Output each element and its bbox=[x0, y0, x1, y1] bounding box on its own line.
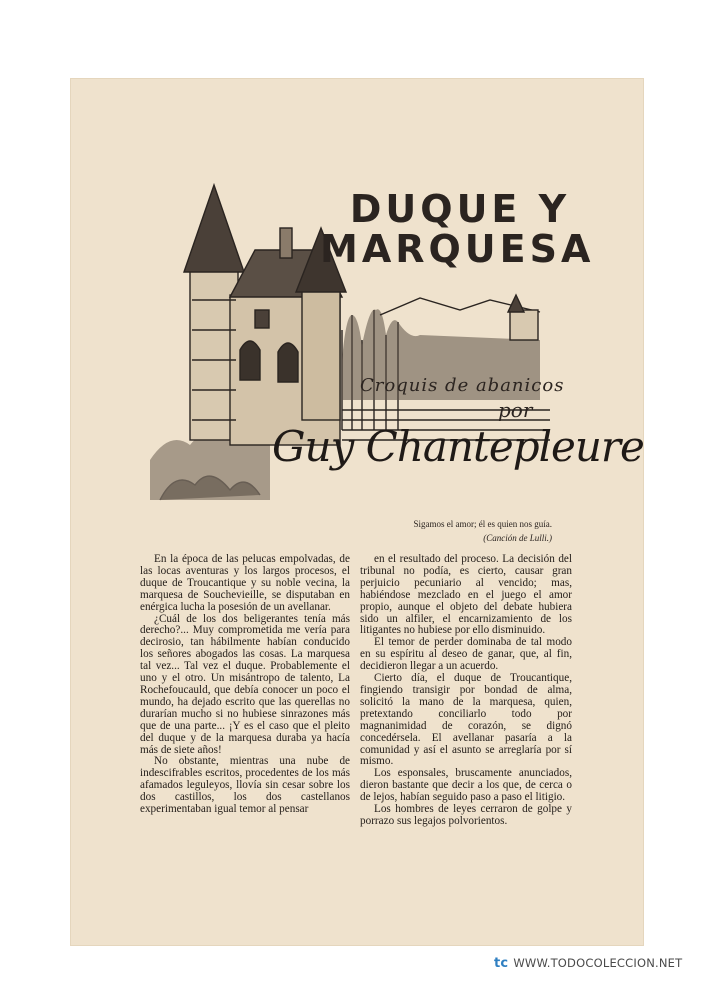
watermark[interactable] bbox=[494, 956, 682, 971]
left-column bbox=[140, 554, 350, 816]
title-line-1: DUQUE Y bbox=[349, 187, 571, 231]
byline-por: por bbox=[498, 398, 533, 422]
epigraph bbox=[414, 518, 552, 545]
todocoleccion-logo-icon: tc bbox=[494, 956, 509, 971]
paragraph: Cierto día, el duque de Troucantique, fingiendo transigir por bondad de alma, solicitó la mano de la marquesa, quien, pretextando conciliarlo todo por magnanimidad de corazón, se dignó concedérsela. El avellanar pasaría a la comunidad y así el asunto se arreglaría por sí mismo. bbox=[360, 672, 572, 768]
paragraph: El temor de perder dominaba de tal modo en su espíritu al deseo de ganar, que, al fin, decidieron llegar a un acuerdo. bbox=[360, 636, 572, 673]
paragraph: en el resultado del proceso. La decisión del tribunal no podía, es cierto, causar gran perjuicio pecuniario al vencido; mas, habiéndose mezclado en el juego el amor propio, aunque el objeto del debate hubiera sido un alfiler, el encarnizamiento de los litigantes no hubiese por ello disminuido. bbox=[360, 553, 572, 637]
watermark-text: WWW.TODOCOLECCION.NET bbox=[513, 956, 683, 970]
subtitle: Croquis de abanicos bbox=[360, 375, 565, 396]
paragraph: En la época de las pelucas empolvadas, de las locas aventuras y los largos procesos, el duque de Troucantique y su noble vecina, la marquesa de Souchevieille, se disputaban en enérgica lucha la posesión de un avellanar. bbox=[140, 553, 350, 613]
paragraph: No obstante, mientras una nube de indescifrables escritos, procedentes de los más afamados leguleyos, llovía sin cesar sobre los dos castillos, los dos castellanos experimentaban igual temor al pensar bbox=[140, 755, 350, 816]
epigraph-text: Sigamos el amor; él es quien nos guía. bbox=[413, 519, 552, 529]
author-signature: Guy Chantepleure bbox=[272, 422, 644, 471]
paragraph: ¿Cuál de los dos beligerantes tenía más derecho?... Muy comprometida me vería para decirosio, tan hábilmente habían conducido los señores abogados las cosas. La marquesa tal vez... Tal vez el duque. Probablemente el uno y el otro. Un misántropo de talento, La Rochefoucauld, que debía conocer un poco el mundo, ha dejado escrito que las querellas no durarían mucho si no hubiese sinrazones más que de una parte... ¡Y es el caso que el pleito del duque y de la marquesa duraba ya hacía más de siete años! bbox=[140, 612, 350, 756]
article-title bbox=[320, 187, 595, 271]
epigraph-source: (Canción de Lulli.) bbox=[483, 532, 552, 543]
paragraph: Los hombres de leyes cerraron de golpe y porrazo sus legajos polvorientos. bbox=[360, 803, 572, 827]
paragraph: Los esponsales, bruscamente anunciados, dieron bastante que decir a los que, de cerca o de lejos, habían seguido paso a paso el litigio. bbox=[360, 767, 572, 804]
right-column bbox=[360, 554, 572, 828]
title-line-2: MARQUESA bbox=[320, 226, 595, 271]
